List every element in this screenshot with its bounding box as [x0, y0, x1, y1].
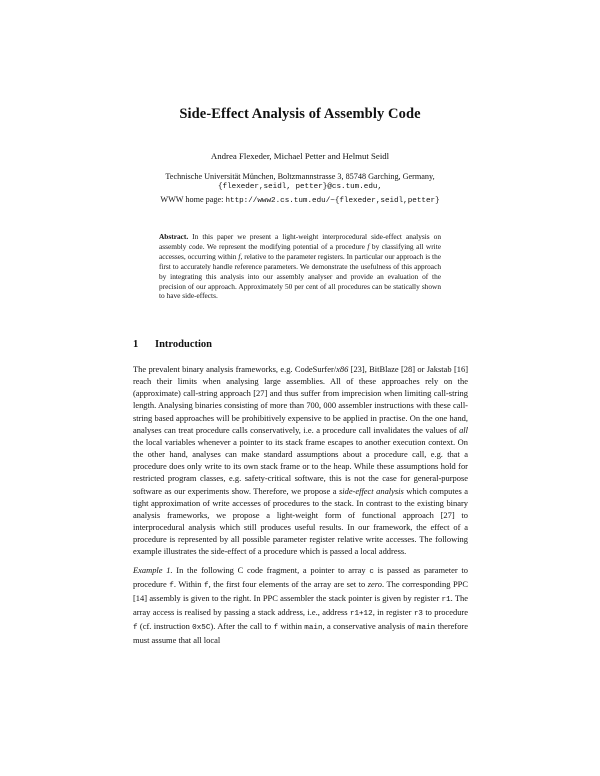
abstract-math-f: f [238, 251, 241, 261]
intro-paragraph [133, 363, 468, 558]
abstract-text: In this paper we present a light-weight interprocedural side-effect analysis on assembly code. We represent the modifying potential of a procedure [159, 232, 441, 251]
text-run: [23], BitBlaze [28] or Jakstab [16] reach their limits when analysing large assemblies. All of these approaches rely on the (approximate) call-string approach [27] and thus suffer from imprecision when limiting call-string length. Analysing binaries consisting of more than 700, 000 assembler instructions with these call-string based approaches will be prohibitively expensive to be applied in practise. On the one hand, analyses can treat procedure calls conservatively, i.e. a procedure call invalidates the values of [133, 364, 468, 435]
code-run: f [169, 581, 174, 590]
text-run: , in register [372, 606, 414, 617]
section-heading [133, 339, 212, 350]
text-run: to procedure [422, 606, 468, 617]
text-run: , a conservative analysis of [322, 621, 417, 632]
section-body [133, 363, 468, 646]
section-title: Introduction [155, 339, 212, 350]
homepage-link[interactable]: http://www2.cs.tum.edu/~{flexeder,seidl,petter} [225, 196, 440, 205]
homepage-label: WWW home page: [160, 194, 226, 204]
emphasis: zero [367, 578, 382, 589]
affiliation-block [0, 171, 600, 207]
example-label: Example 1. [133, 564, 173, 575]
text-run: In the following C code fragment, a pointer to array [172, 564, 370, 575]
text-run: . The array access is realised by passing a stack address, i.e., address [133, 592, 469, 617]
abstract-text: by classifying all write accesses, occurring within [159, 241, 441, 261]
text-run: . Within [173, 578, 205, 589]
code-run: f [133, 624, 138, 633]
code-run: main [416, 624, 436, 633]
code-run: r1 [441, 595, 451, 604]
abstract-label: Abstract. [159, 232, 189, 241]
text-run: . The corresponding PPC [14] assembly is given to the right. In PPC assembler the stack pointer is given by register [133, 578, 468, 603]
abstract-text: , relative to the parameter registers. In particular our approach is the first to accurately handle reference parameters. We demonstrate the usefulness of this approach by integrating this analysis into our assembly analyser and provide an evaluation of the precision of our approach. Approximately 50 per cent of all procedures can be statically shown to have side-effects. [159, 251, 442, 301]
text-run: the local variables whenever a pointer to its stack frame escapes to another execution context. On the other hand, analyses can make standard assumptions about a procedure call, e.g. that a procedure does only write to its own stack frame or to the heap. While these assumptions hold for restricted program classes, e.g. safety-critical software, this is not the case for general-purpose software as our experiments show. Therefore, we propose a [133, 436, 468, 496]
code-run: 0x5C [192, 624, 211, 633]
code-run: main [304, 624, 323, 633]
text-run: is passed as parameter to procedure [133, 564, 468, 589]
text-run: therefore must assume that all local [133, 621, 468, 646]
example-paragraph [133, 564, 468, 647]
code-run: f [273, 624, 279, 633]
abstract [159, 232, 441, 301]
code-run: c [369, 567, 374, 576]
section-number: 1 [133, 339, 139, 350]
text-run: (cf. instruction [137, 621, 193, 632]
text-run: ). After the call to [210, 621, 274, 632]
code-run: r3 [413, 609, 423, 618]
text-run: , the first four elements of the array are set to [208, 578, 368, 589]
text-run: within [278, 621, 305, 632]
code-run: f [204, 581, 209, 590]
paper-title: Side-Effect Analysis of Assembly Code [179, 106, 421, 122]
author-emails: {flexeder,seidl, petter}@cs.tum.edu, [217, 183, 383, 192]
emphasis: all [459, 424, 468, 435]
emphasis: x86 [336, 364, 349, 374]
author-list: Andrea Flexeder, Michael Petter and Helmut Seidl [210, 151, 390, 161]
affiliation-line: Technische Universität München, Boltzmannstrasse 3, 85748 Garching, Germany, [165, 172, 435, 181]
emphasis: side-effect analysis [338, 485, 404, 496]
text-run: which computes a tight approximation of write accesses of procedures to the stack. In contrast to the existing binary analysis frameworks, we propose a light-weight form of functional approach [27] to interprocedural analysis which still produces useful results. In our framework, the effect of a procedure is represented by all possible parameter register relative write accesses. The following example illustrates the side-effect of a procedure which is passed a local address. [133, 485, 469, 557]
code-run: r1+12 [349, 609, 373, 618]
abstract-math-f: f [367, 241, 370, 251]
text-run: The prevalent binary analysis frameworks, e.g. CodeSurfer/ [133, 364, 337, 374]
homepage-line [0, 194, 600, 207]
